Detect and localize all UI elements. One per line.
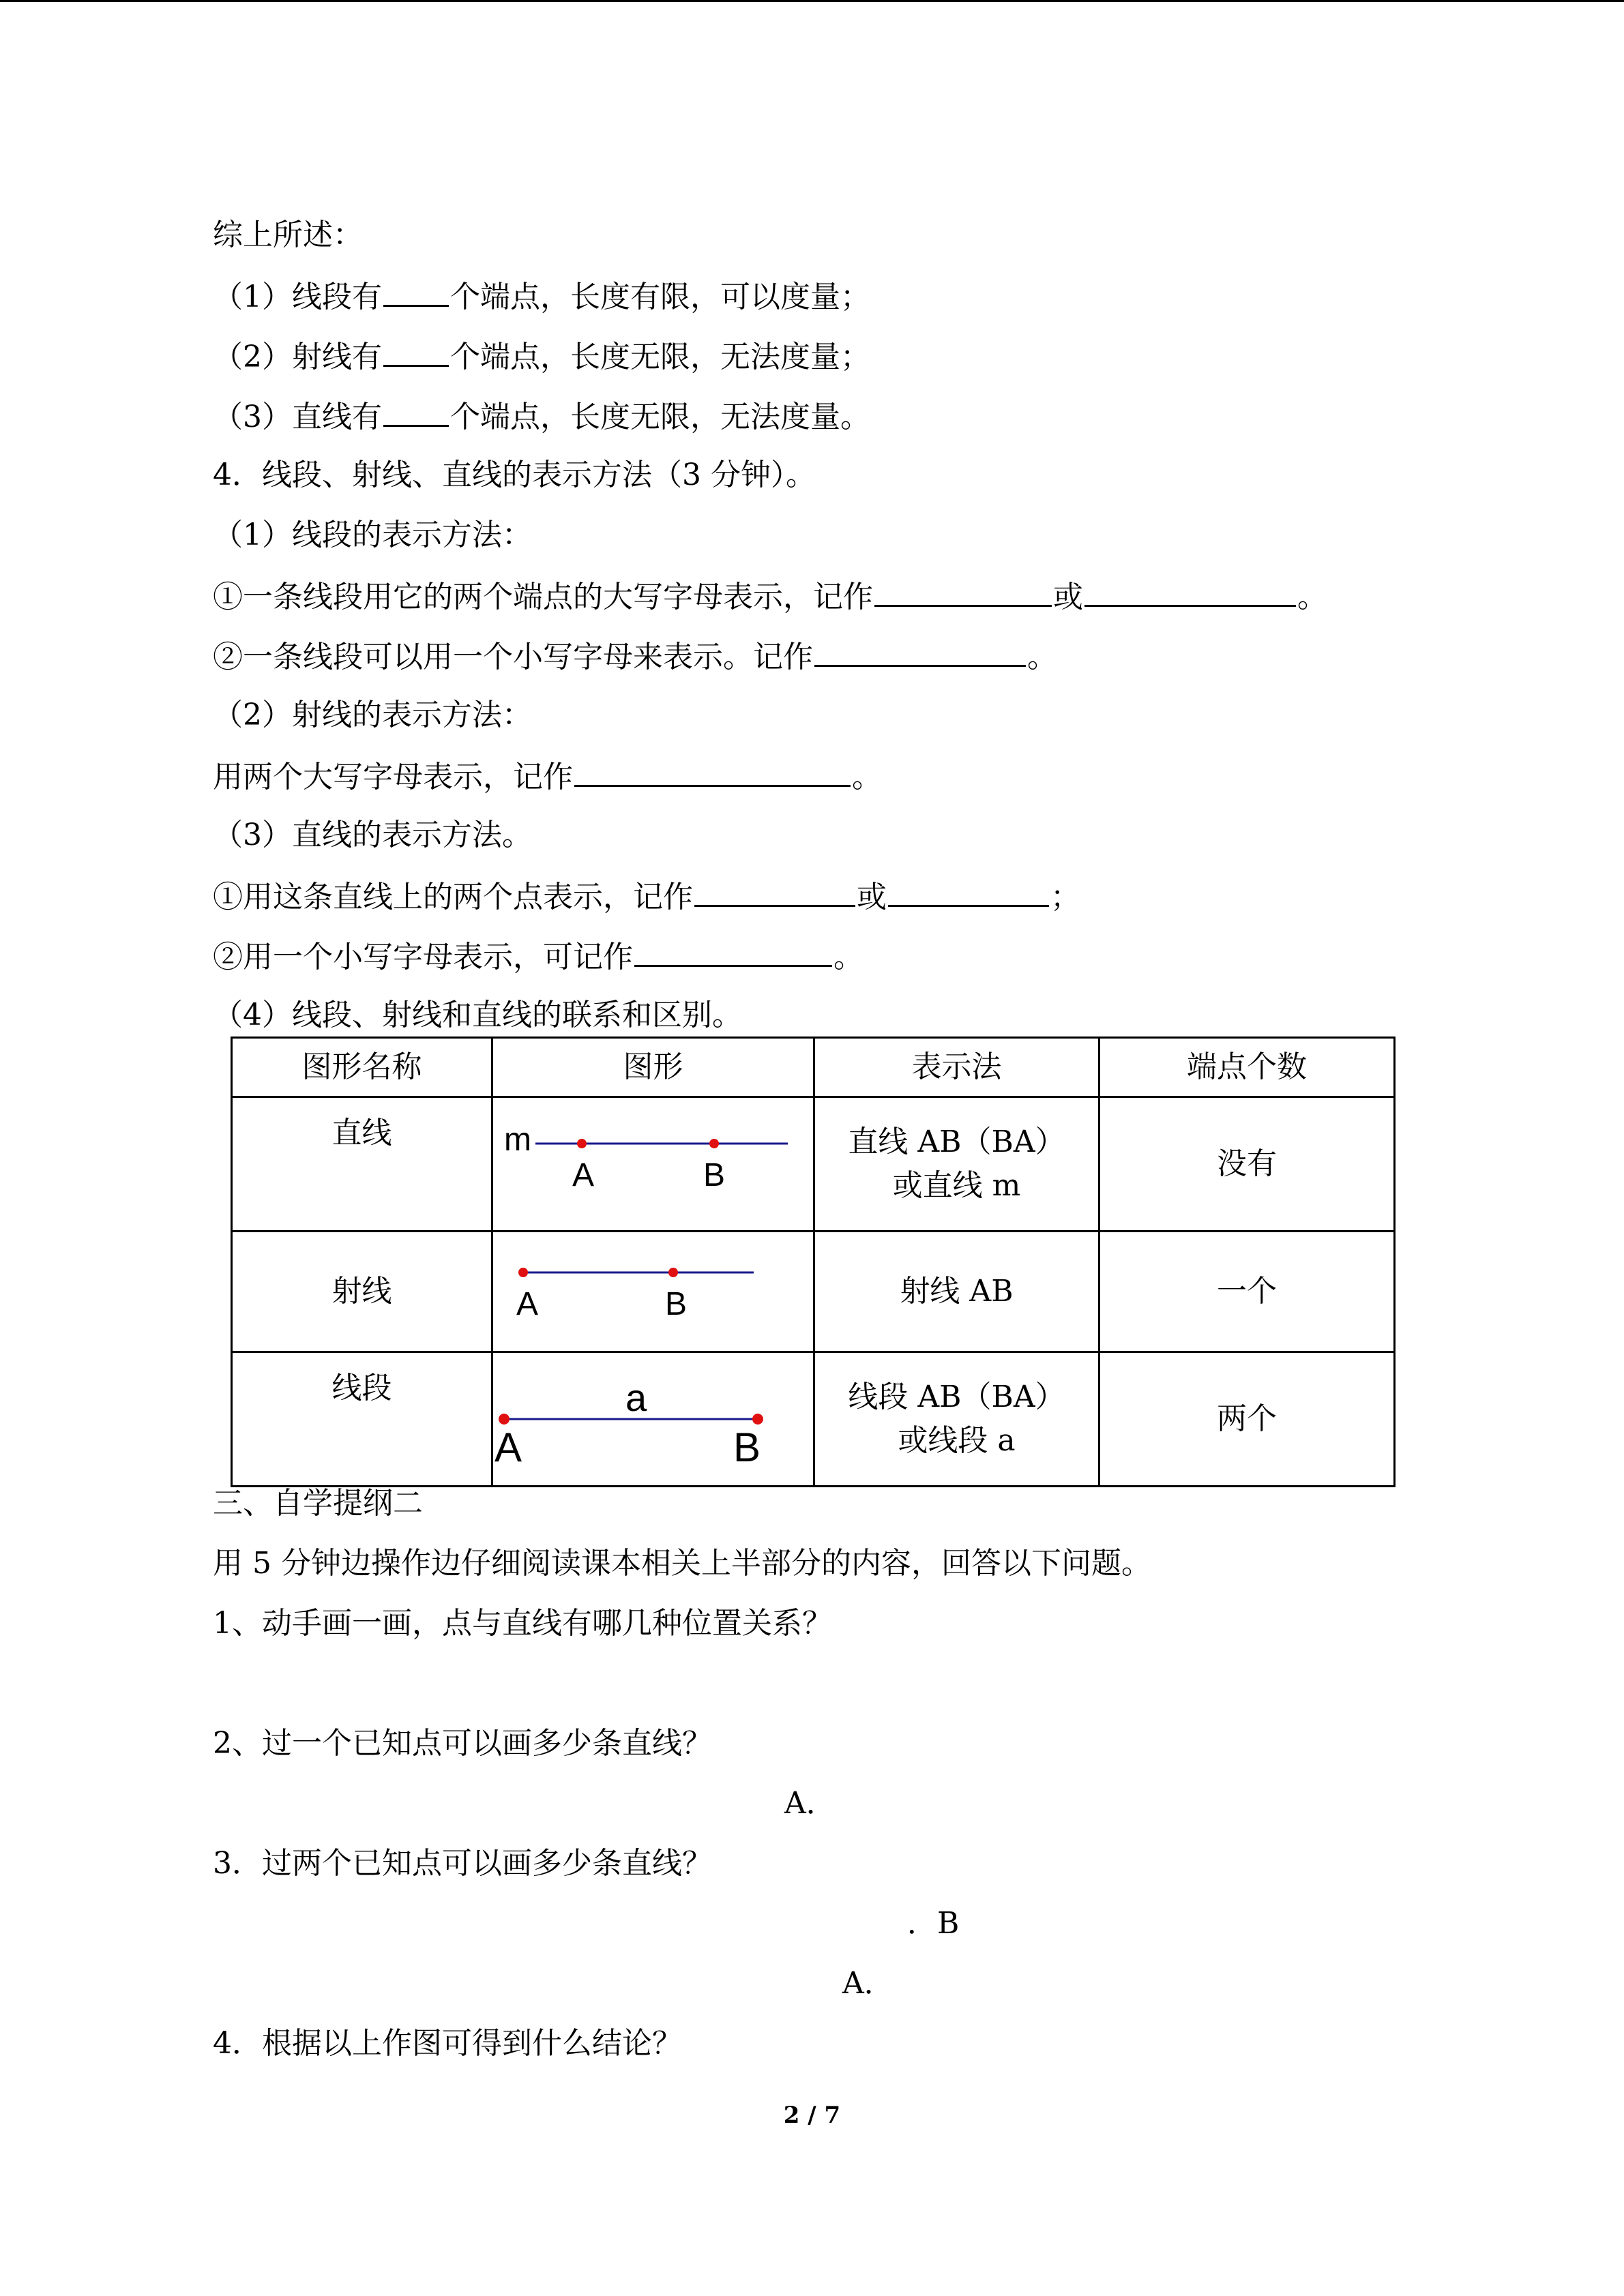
point-b	[709, 1139, 719, 1148]
notation-cell	[814, 1232, 1099, 1352]
fill-blank[interactable]	[634, 935, 832, 967]
point-b	[752, 1414, 763, 1425]
figure-name-cell: 线段	[232, 1352, 492, 1487]
question-1: 1、动手画一画，点与直线有哪几种位置关系？	[213, 1606, 832, 1641]
segment-method-title: （1）线段的表示方法：	[213, 518, 532, 552]
table-row	[232, 1232, 1395, 1352]
table-row	[232, 1097, 1395, 1232]
question-3: 3．过两个已知点可以画多少条直线？	[213, 1846, 712, 1881]
figure-name-cell: 射线	[232, 1232, 492, 1352]
label-a: A	[494, 1425, 522, 1470]
figure-cell	[492, 1097, 814, 1232]
point-a	[518, 1268, 528, 1277]
summary-item-3: （3）直线有 个端点，长度无限，无法度量。	[213, 395, 870, 438]
section4-title: 4．线段、射线、直线的表示方法（3 分钟）。	[213, 458, 816, 492]
notation-line-1: 射线 AB	[900, 1274, 1014, 1309]
notation-cell	[814, 1097, 1099, 1232]
part3-title: 三、自学提纲二	[213, 1486, 423, 1521]
part3-intro: 用 5 分钟边操作边仔细阅读课本相关上半部分的内容，回答以下问题。	[213, 1546, 1151, 1581]
comparison-table	[231, 1037, 1396, 1487]
line-method-2: ②用一个小写字母表示，可记作 。	[213, 935, 863, 978]
point-a-label: A．	[842, 1966, 894, 2001]
label-lower-a: a	[625, 1376, 647, 1419]
fill-blank[interactable]	[1084, 575, 1296, 607]
figure-name-cell: 直线	[232, 1097, 492, 1232]
page-number: 2 / 7	[783, 2102, 841, 2129]
ray-method-1: 用两个大写字母表示，记作 。	[213, 755, 882, 798]
fill-blank[interactable]	[574, 755, 851, 787]
table-header-cell: 表示法	[814, 1038, 1099, 1097]
endpoint-count-cell: 两个	[1099, 1352, 1395, 1487]
point-a	[577, 1139, 587, 1148]
notation-line-2: 或线段 a	[898, 1423, 1016, 1458]
segment-figure	[494, 1362, 812, 1476]
notation-line-1: 直线 AB（BA）	[848, 1124, 1065, 1159]
summary-item-2: （2）射线有 个端点，长度无限，无法度量；	[213, 335, 870, 378]
point-a	[499, 1414, 510, 1425]
point-b	[668, 1268, 678, 1277]
table-header-cell: 图形名称	[232, 1038, 492, 1097]
fill-blank[interactable]	[874, 575, 1052, 607]
notation-cell	[814, 1352, 1099, 1487]
straight-line-figure	[494, 1107, 812, 1221]
fill-blank[interactable]	[814, 635, 1026, 667]
figure-cell	[492, 1232, 814, 1352]
ray-figure	[494, 1234, 812, 1349]
label-m: m	[503, 1122, 531, 1158]
question-4: 4．根据以上作图可得到什么结论？	[213, 2026, 682, 2061]
figure-cell	[492, 1352, 814, 1487]
label-b: B	[703, 1157, 725, 1193]
label-b: B	[664, 1286, 687, 1322]
fill-blank[interactable]	[888, 875, 1049, 907]
summary-title: 综上所述：	[213, 218, 363, 252]
fill-blank[interactable]	[383, 395, 449, 427]
segment-method-1: ①一条线段用它的两个端点的大写字母表示，记作 或 。	[213, 575, 1327, 618]
fill-blank[interactable]	[383, 335, 449, 367]
summary-item-1: （1）线段有 个端点，长度有限，可以度量；	[213, 275, 870, 318]
table-header-cell: 图形	[492, 1038, 814, 1097]
label-a: A	[516, 1286, 538, 1322]
segment-method-2: ②一条线段可以用一个小写字母来表示。记作 。	[213, 635, 1057, 678]
table-header-row	[232, 1038, 1395, 1097]
point-b-label: ．B	[907, 1906, 960, 1941]
line-method-title: （3）直线的表示方法。	[213, 818, 532, 852]
fill-blank[interactable]	[694, 875, 855, 907]
top-border	[0, 0, 1624, 2]
point-a-label: A．	[784, 1786, 836, 1821]
endpoint-count-cell: 一个	[1099, 1232, 1395, 1352]
ray-method-title: （2）射线的表示方法：	[213, 698, 532, 732]
question-2: 2、过一个已知点可以画多少条直线？	[213, 1726, 712, 1761]
table-header-cell: 端点个数	[1099, 1038, 1395, 1097]
fill-blank[interactable]	[383, 275, 449, 307]
label-a: A	[572, 1157, 594, 1193]
line-method-1: ①用这条直线上的两个点表示，记作 或 ；	[213, 875, 1080, 918]
table-row	[232, 1352, 1395, 1487]
relation-title: （4）线段、射线和直线的联系和区别。	[213, 998, 742, 1032]
endpoint-count-cell: 没有	[1099, 1097, 1395, 1232]
label-b: B	[733, 1425, 761, 1470]
notation-line-2: 或直线 m	[892, 1168, 1021, 1203]
notation-line-1: 线段 AB（BA）	[848, 1380, 1065, 1414]
